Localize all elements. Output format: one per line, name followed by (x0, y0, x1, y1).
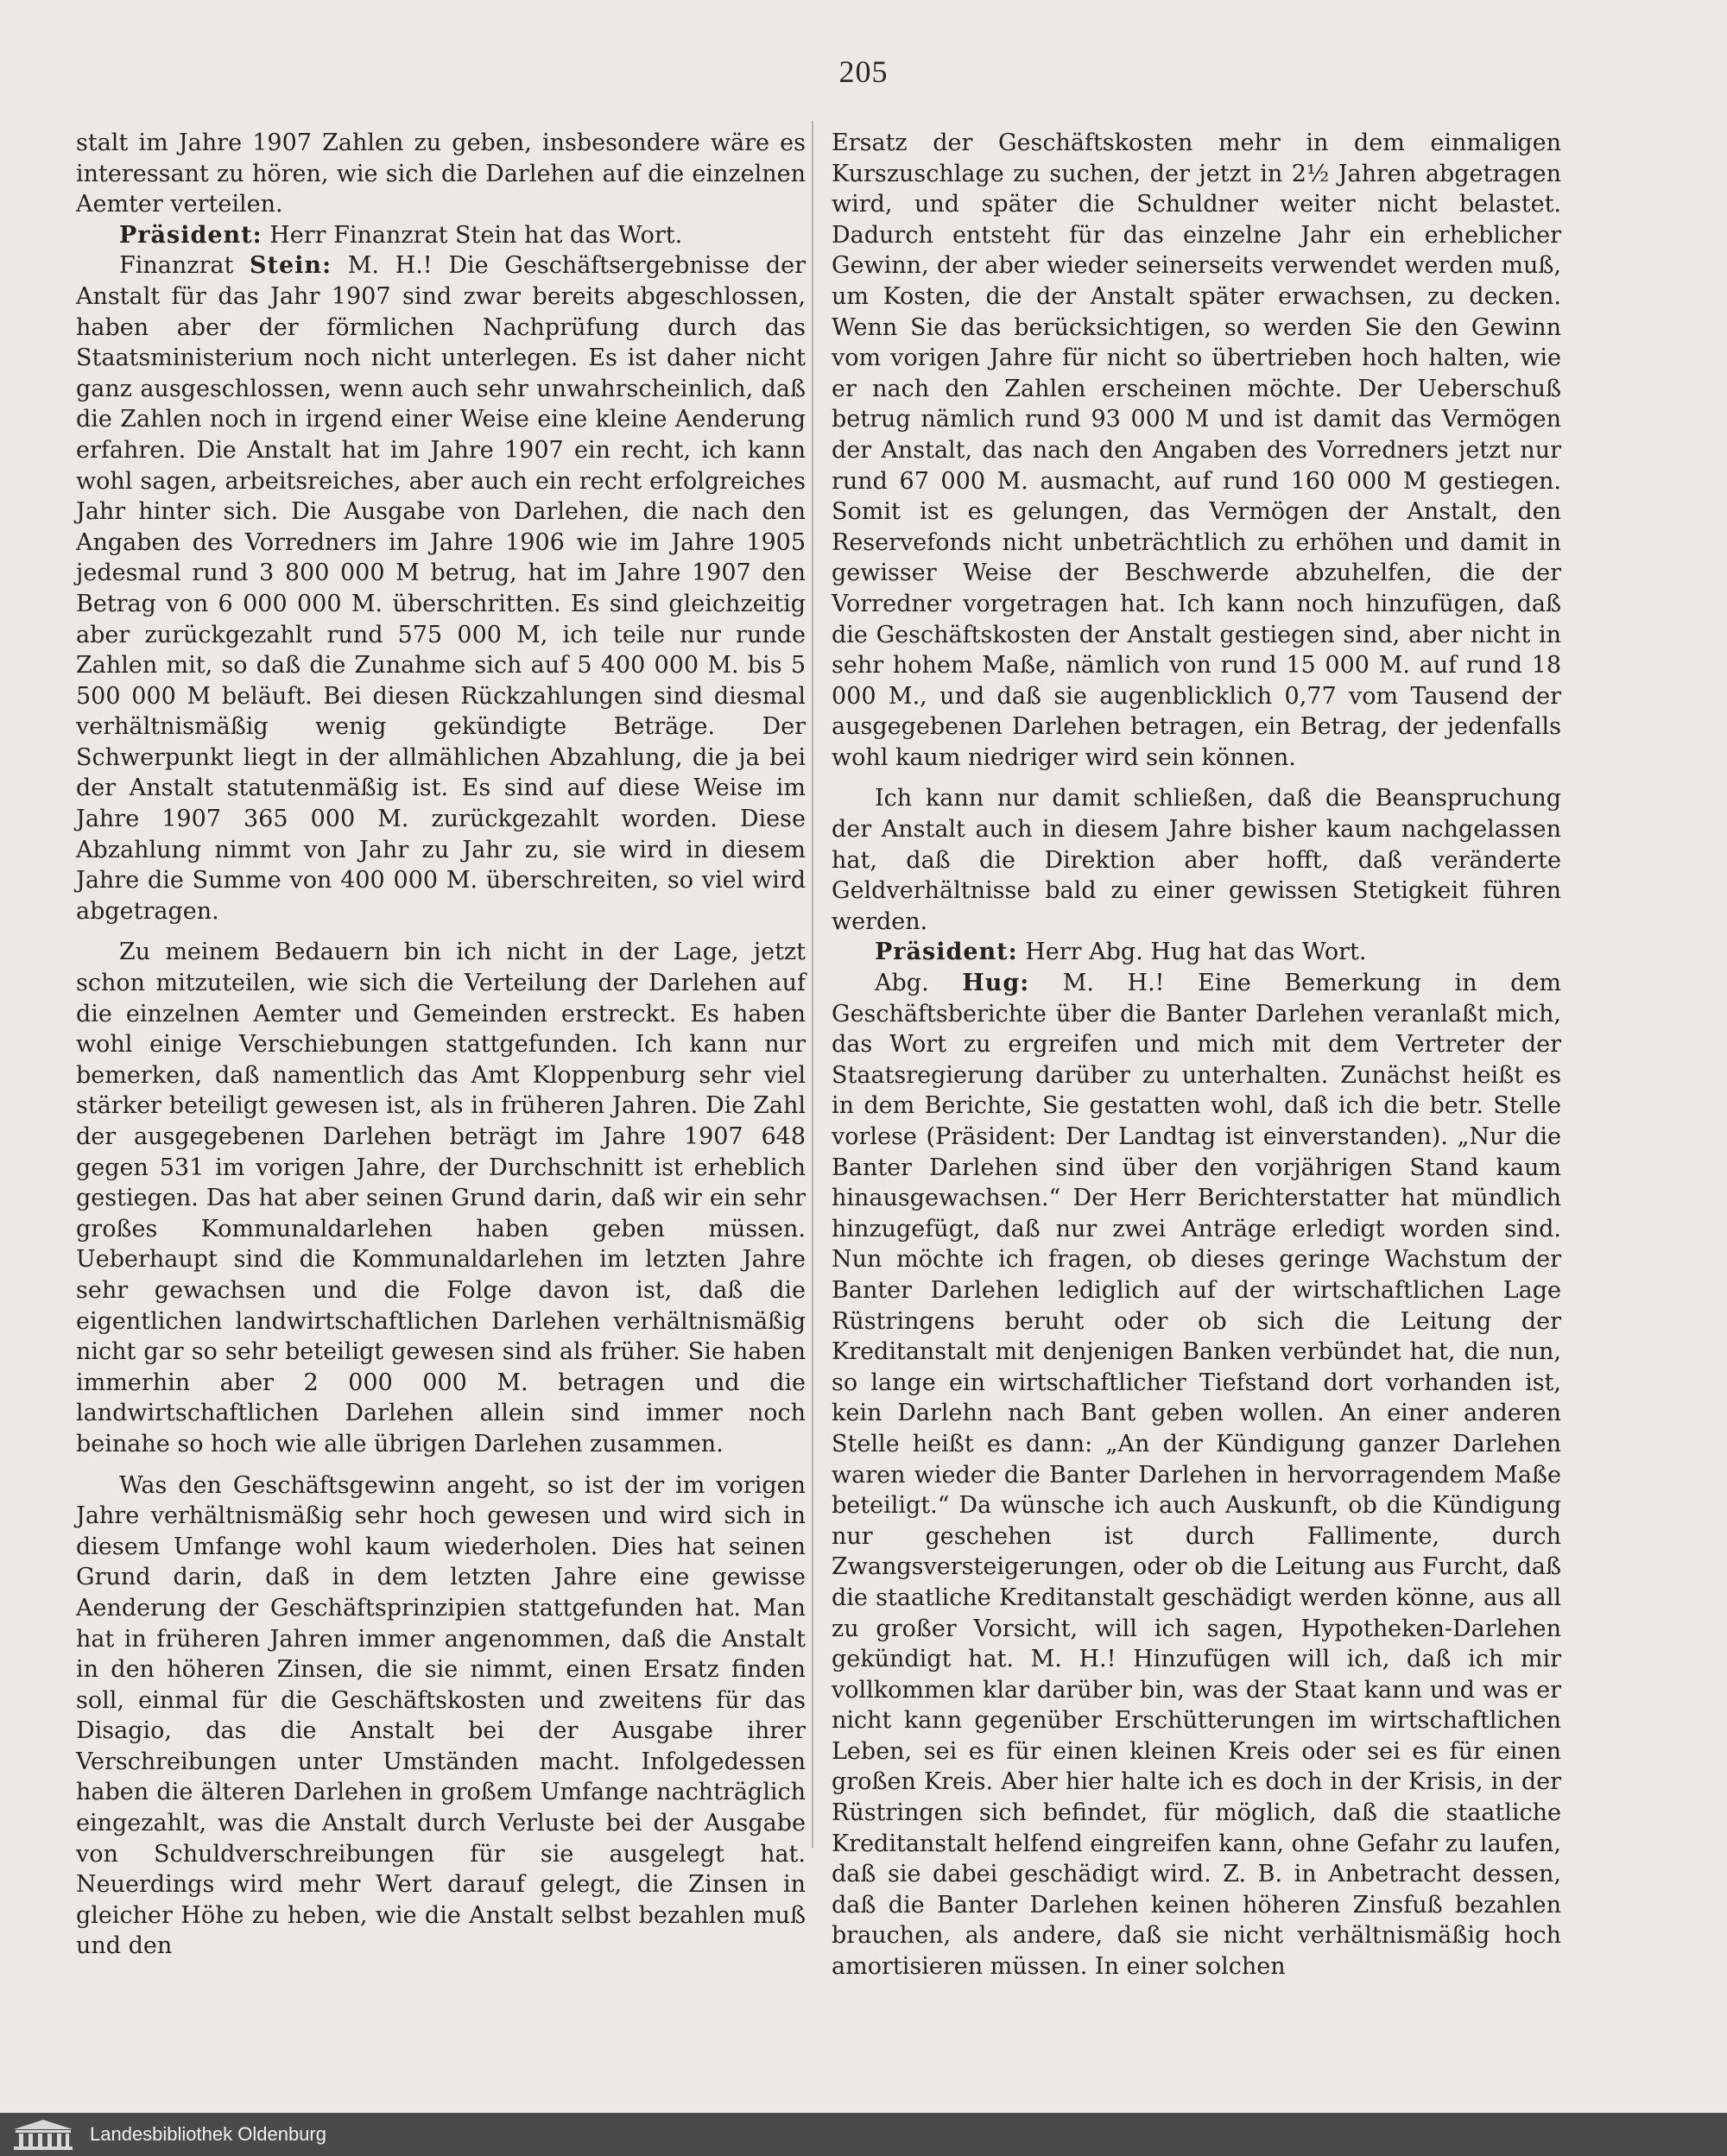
paragraph-text: Zu meinem Bedauern bin ich nicht in der Lage, jetzt schon mitzuteilen, wie sich die Verteilung der Darlehen auf die einzelnen Aemter und Gemeinden erstreckt. Es haben wohl einige Verschiebungen stattgefunden. Ich kann nur bemerken, daß namentlich das Amt Kloppenburg sehr viel stärker beteiligt gewesen ist, als in früheren Jahren. Die Zahl der ausgegebenen Darlehen beträgt im Jahre 1907 648 gegen 531 im vorigen Jahre, der Durchschnitt ist erheblich gestiegen. Das hat aber seinen Grund darin, daß wir ein sehr großes Kommunaldarlehen haben geben müssen. Ueberhaupt sind die Kommunaldarlehen im letzten Jahre sehr gewachsen und die Folge davon ist, daß die eigentlichen landwirtschaftlichen Darlehen verhältnismäßig nicht gar so sehr beteiligt gewesen sind als früher. Sie haben immerhin aber 2 000 000 M. betragen und die landwirtschaftlichen Darlehen allein sind immer noch beinahe so hoch wie alle übrigen Darlehen zusammen. (76, 939, 806, 1457)
paragraph-text: M. H.! Die Geschäftsergebnisse der Anstalt für das Jahr 1907 sind zwar bereits abgeschlossen, haben aber der förmlichen Nachprüfung durch das Staatsministerium noch nicht unterlegen. Es ist daher nicht ganz ausgeschlossen, wenn auch sehr unwahrscheinlich, daß die Zahlen noch in irgend einer Weise eine kleine Aenderung erfahren. Die Anstalt hat im Jahre 1907 ein recht, ich kann wohl sagen, arbeitsreiches, aber auch ein recht erfolgreiches Jahr hinter sich. Die Ausgabe von Darlehen, die nach den Angaben des Vorredners im Jahre 1906 wie im Jahre 1905 jedesmal rund 3 800 000 M betrug, hat im Jahre 1907 den Betrag von 6 000 000 M. überschritten. Es sind gleichzeitig aber zurückgezahlt rund 575 000 M, ich teile nur runde Zahlen mit, so daß die Zunahme sich auf 5 400 000 M. bis 5 500 000 M beläuft. Bei diesen Rückzahlungen sind diesmal verhältnismäßig wenig gekündigte Beträge. Der Schwerpunkt liegt in der allmählichen Abzahlung, die ja bei der Anstalt statutenmäßig ist. Es sind auf diese Weise im Jahre 1907 365 000 M. zurückgezahlt worden. Diese Abzahlung nimmt von Jahr zu Jahr zu, sie wird in diesem Jahre die Summe von 400 000 M. überschreiten, so viel wird abgetragen. (76, 252, 807, 925)
speaker-prefix: Finanzrat (119, 252, 234, 280)
paragraph (76, 937, 806, 1459)
paragraph-text: Ich kann nur damit schließen, daß die Beanspruchung der Anstalt auch in diesem Jahre bisher kaum nachgelassen hat, daß die Direktion aber hofft, daß veränderte Geldverhältnisse bald zu einer gewissen Stetigkeit führen werden. (832, 785, 1561, 935)
speaker-name: Stein: (250, 252, 332, 280)
speaker-paragraph (832, 968, 1561, 1982)
speaker-name: Präsident: (119, 221, 263, 249)
speaker-name: Präsident: (875, 939, 1018, 966)
right-column (832, 128, 1561, 1982)
speaker-paragraph (76, 250, 806, 926)
left-column (76, 128, 806, 1962)
viewer-footer (0, 2113, 1727, 2156)
paragraph-text: stalt im Jahre 1907 Zahlen zu geben, insbesondere wäre es interessant zu hören, wie sich die Darlehen auf die einzelnen Aemter verteilen. (76, 130, 806, 218)
speaker-name: Hug: (962, 970, 1030, 997)
speaker-paragraph (76, 220, 806, 251)
column-divider (812, 121, 813, 1848)
paragraph-text: Ersatz der Geschäftskosten mehr in dem einmaligen Kurszuschlage zu suchen, der jetzt in 2½ Jahren abgetragen wird, und später die Schuldner weiter nicht belastet. Dadurch entsteht für das einzelne Jahr ein erheblicher Gewinn, der aber wieder seinerseits verwendet werden muß, um Kosten, die der Anstalt später erwachsen, zu decken. Wenn Sie das berücksichtigen, so werden Sie den Gewinn vom vorigen Jahre für nicht so übertrieben hoch halten, wie er nach den Zahlen erscheinen möchte. Der Ueberschuß betrug nämlich rund 93 000 M und ist damit das Vermögen der Anstalt, das nach den Angaben des Vorredners jetzt nur rund 67 000 M. ausmacht, auf rund 160 000 M gestiegen. Somit ist es gelungen, das Vermögen der Anstalt, den Reservefonds nicht unbeträchtlich zu erhöhen und damit in gewisser Weise der Beschwerde abzuhelfen, die der Vorredner vorgetragen hat. Ich kann noch hinzufügen, daß die Geschäftskosten der Anstalt gestiegen sind, aber nicht in sehr hohem Maße, nämlich von rund 15 000 M. auf rund 18 000 M., und daß sie augenblicklich 0,77 vom Tausend der ausgegebenen Darlehen betragen, ein Betrag, der jedenfalls wohl kaum niedriger wird sein können. (832, 130, 1561, 771)
speaker-prefix: Abg. (875, 970, 929, 997)
paragraph-continuation (832, 128, 1561, 773)
paragraph (832, 783, 1561, 937)
paragraph (76, 1470, 806, 1963)
paragraph-continuation (76, 128, 806, 220)
page-number: 205 (838, 54, 889, 89)
paragraph-text: M. H.! Eine Bemerkung in dem Geschäftsberichte über die Banter Darlehen veranlaßt mich, das Wort zu ergreifen und mich mit dem Vertreter der Staatsregierung darüber zu unterhalten. Zunächst heißt es in dem Berichte, Sie gestatten wohl, daß ich die betr. Stelle vorlese (Präsident: Der Landtag ist einverstanden). „Nur die Banter Darlehen sind über den vorjährigen Stand kaum hinausgewachsen.“ Der Herr Berichterstatter hat mündlich hinzugefügt, daß nur zwei Anträge erledigt worden sind. Nun möchte ich fragen, ob dieses geringe Wachstum der Banter Darlehen lediglich auf der wirtschaftlichen Lage Rüstringens beruht oder ob sich die Leitung der Kreditanstalt mit denjenigen Banken verbündet hat, die nun, so lange ein wirtschaftlicher Tiefstand dort vorhanden ist, kein Darlehn nach Bant geben wollen. An einer anderen Stelle heißt es dann: „An der Kündigung ganzer Darlehen waren wieder die Banter Darlehen in hervorragendem Maße beteiligt.“ Da wünsche ich auch Auskunft, ob die Kündigung nur geschehen ist durch Fallimente, durch Zwangsversteigerungen, oder ob die Leitung aus Furcht, daß die staatliche Kreditanstalt geschädigt werden könne, aus all zu großer Vorsicht, will ich sagen, Hypotheken-Darlehen gekündigt hat. M. H.! Hinzufügen will ich, daß ich mir vollkommen klar darüber bin, was der Staat kann und was er nicht kann gegenüber Erschütterungen im wirtschaftlichen Leben, sei es für einen kleinen Kreis oder sei es für einen großen Kreis. Aber hier halte ich es doch in der Krisis, in der Rüstringen sich befindet, für möglich, daß die staatliche Kreditanstalt helfend eingreifen kann, ohne Gefahr zu laufen, daß sie dabei geschädigt wird. Z. B. in Anbetracht dessen, daß die Banter Darlehen keinen höheren Zinsfuß bezahlen brauchen, als andere, daß sie nicht verhältnismäßig hoch amortisieren müssen. In einer solchen (832, 970, 1561, 1981)
library-building-icon (9, 2117, 78, 2152)
paragraph-text: Was den Geschäftsgewinn angeht, so ist der im vorigen Jahre verhältnismäßig sehr hoch gewesen und wird sich in diesem Umfange wohl kaum wiederholen. Dies hat seinen Grund darin, daß in dem letzten Jahre eine gewisse Aenderung der Geschäftsprinzipien stattgefunden hat. Man hat in früheren Jahren immer angenommen, daß die Anstalt in den höheren Zinsen, die sie nimmt, einen Ersatz finden soll, einmal für die Geschäftskosten und zweitens für das Disagio, das die Anstalt bei der Ausgabe ihrer Verschreibungen unter Umständen macht. Infolgedessen haben die älteren Darlehen in großem Umfange nachträglich eingezahlt, was die Anstalt durch Verluste bei der Ausgabe von Schuldverschreibungen für sie ausgelegt hat. Neuerdings wird mehr Wert darauf gelegt, die Zinsen in gleicher Höhe zu heben, wie die Anstalt selbst bezahlen muß und den (76, 1471, 806, 1960)
footer-library-name: Landesbibliothek Oldenburg (90, 2123, 326, 2145)
paragraph-text: Herr Abg. Hug hat das Wort. (1025, 939, 1367, 966)
speaker-paragraph (832, 937, 1561, 968)
paragraph-text: Herr Finanzrat Stein hat das Wort. (269, 221, 683, 249)
